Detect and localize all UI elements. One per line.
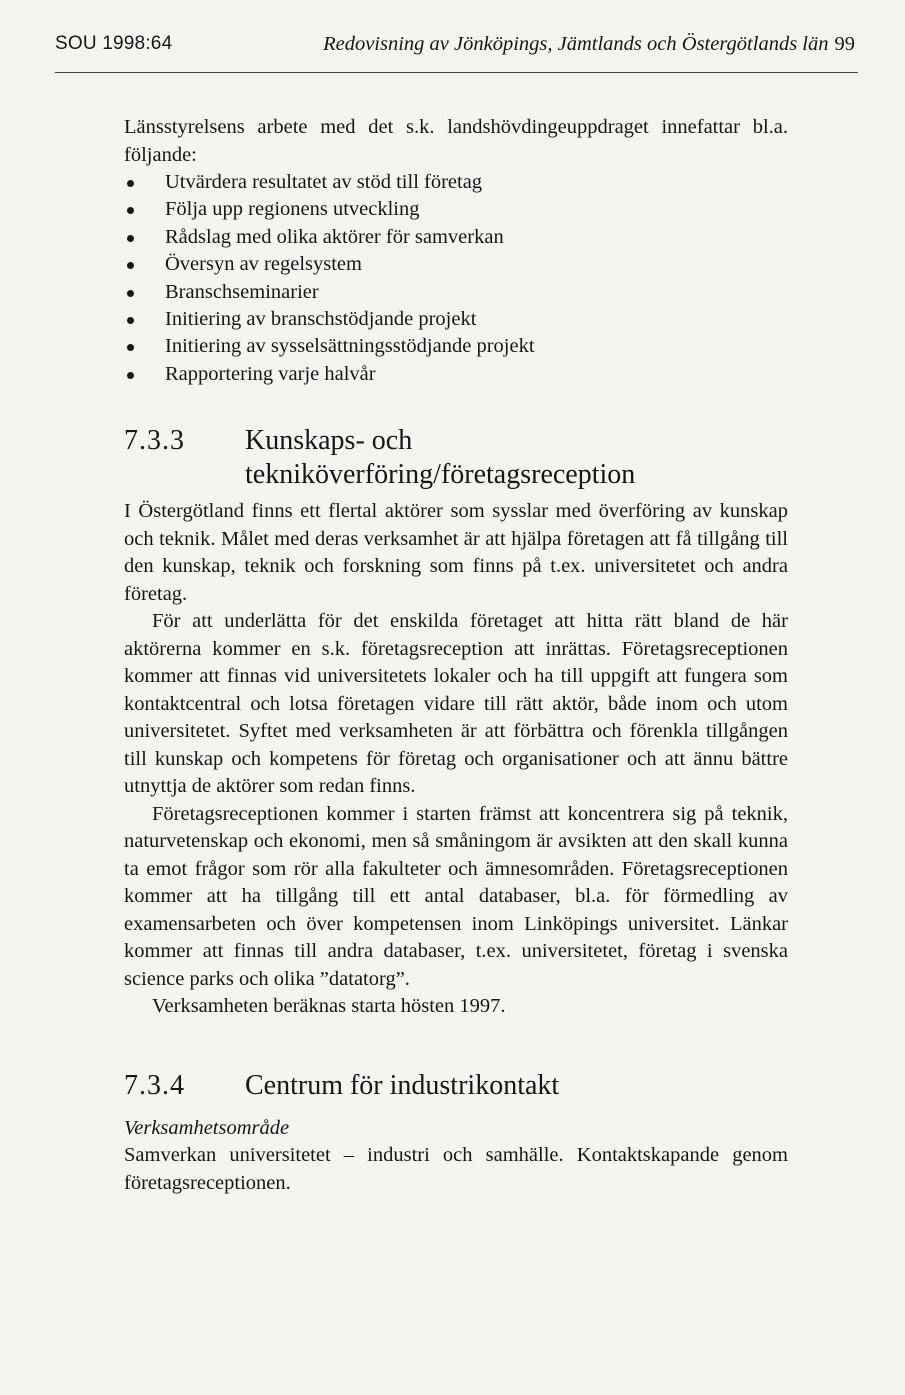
list-item [124,224,788,251]
body-paragraph: För att underlätta för det enskilda företaget att hitta rätt bland de här aktörerna kommer en s.k. företagsreception att inrättas. Företagsreceptionen kommer att finnas vid universitetets lokaler och ha till uppgift att fungera som kontaktcentral och lotsa företagen vidare till rätt aktör, både inom och utom universitetet. Syftet med verksamheten är att förbättra och förenkla tillgången till kunskap och kompetens för företag och organisationer och att ännu bättre utnyttja de aktörer som redan finns. [124,610,788,798]
list-item-text: Utvärdera resultatet av stöd till företag [165,171,483,193]
body-paragraph: Samverkan universitetet – industri och samhälle. Kontaktskapande genom företagsreceptionen. [124,1144,788,1194]
task-list [124,169,788,388]
list-item [124,306,788,333]
section-title-line: tekniköverföring/företagsreception [245,459,636,491]
list-item-text: Initiering av sysselsättningsstödjande projekt [165,335,535,358]
list-item-text: Översyn av regelsystem [165,253,362,276]
body-paragraph: Verksamheten beräknas starta hösten 1997. [152,995,506,1018]
section-title [245,424,788,492]
list-item [124,196,788,223]
page-number: 99 [834,33,855,55]
bullet-icon [127,372,134,379]
list-item [124,279,788,306]
report-number: SOU 1998:64 [55,33,173,54]
bullet-icon [127,235,134,242]
section-number: 7.3.3 [124,425,185,457]
page-header [55,33,855,61]
bullet-icon [127,290,134,297]
list-item [124,251,788,278]
list-item [124,361,788,388]
list-item-text: Branschseminarier [165,280,319,303]
list-item-text: Rapportering varje halvår [165,362,376,385]
bullet-icon [127,180,134,187]
section-title-line: Kunskaps- och [245,425,413,457]
page-body [124,114,788,1197]
bullet-icon [127,344,134,351]
list-item [124,333,788,360]
subheading: Verksamhetsområde [124,1116,290,1139]
list-item-text: Följa upp regionens utveckling [165,198,420,221]
header-rule [55,72,858,73]
list-item-text: Rådslag med olika aktörer för samverkan [165,225,504,248]
section-number: 7.3.4 [124,1069,185,1101]
list-item-text: Initiering av branschstödjande projekt [165,307,477,330]
list-item [124,169,788,196]
section-heading-7-3-4 [124,1069,788,1103]
running-title [323,33,855,56]
bullet-icon [127,262,134,269]
body-paragraph: Företagsreceptionen kommer i starten främst att koncentrera sig på teknik, naturvetenskap och ekonomi, men så småningom är avsikten att den skall kunna ta emot frågor som rör alla fakulteter och ämnesområden. Företagsreceptionen kommer att ha tillgång till ett antal databaser, bl.a. för förmedling av examensarbeten och över kompetensen inom Linköpings universitet. Länkar kommer att finnas till andra databaser, t.ex. universitetet, företag i svenska science parks och olika ”datatorg”. [124,802,788,990]
bullet-icon [127,317,134,324]
intro-paragraph: Länsstyrelsens arbete med det s.k. landshövdingeuppdraget innefattar bl.a. följande: [124,116,788,166]
section-title: Centrum för industrikontakt [245,1069,560,1101]
section-heading-7-3-3 [124,424,788,492]
body-paragraph: I Östergötland finns ett flertal aktörer som sysslar med överföring av kunskap och teknik. Målet med deras verksamhet är att hjälpa företagen att få tillgång till den kunskap, teknik och forskning som finns på t.ex. universitetet och andra företag. [124,500,788,605]
bullet-icon [127,207,134,214]
running-title-text: Redovisning av Jönköpings, Jämtlands och Östergötlands län [323,33,829,55]
